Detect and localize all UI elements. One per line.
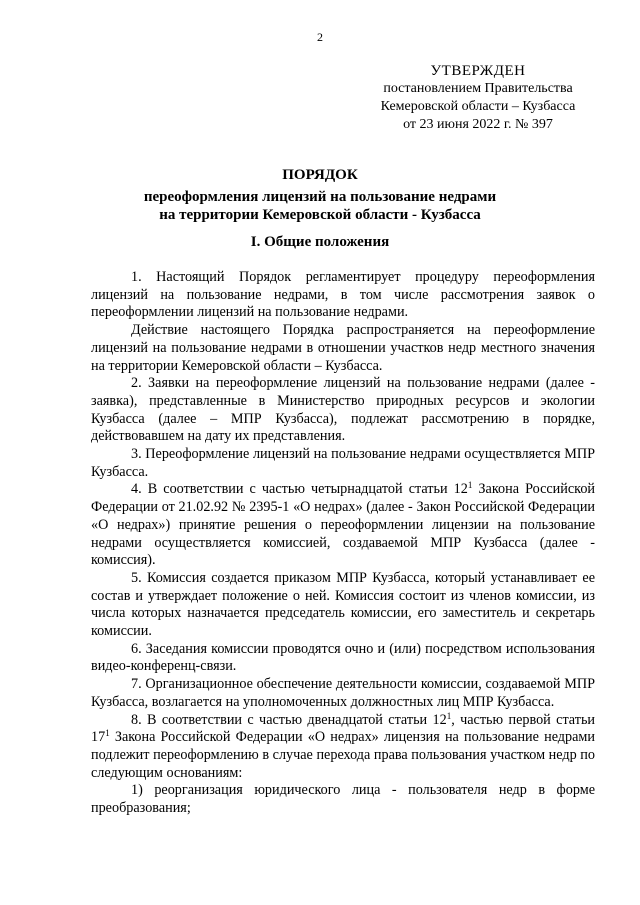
paragraph: 6. Заседания комиссии проводятся очно и (или) посредством использования видео-конференц-связи. xyxy=(91,640,595,675)
paragraph-text: , частью первой статьи 17 xyxy=(91,711,596,746)
superscript: 1 xyxy=(105,728,110,739)
paragraph: 5. Комиссия создается приказом МПР Кузбасса, который устанавливает ее состав и утверждает положение о ней. Комиссия состоит из членов комиссии, из числа которых назначается председатель комиссии, его заместитель и секретарь комиссии. xyxy=(91,569,595,640)
paragraph: 3. Переоформление лицензий на пользование недрами осуществляется МПР Кузбасса. xyxy=(91,446,595,480)
document-title xyxy=(0,166,640,224)
approval-heading: УТВЕРЖДЕН xyxy=(430,63,526,79)
approval-line: постановлением Правительства xyxy=(383,81,573,96)
paragraph-text: 8. В соответствии с частью двенадцатой статьи 12 xyxy=(131,711,447,728)
paragraph-text: Закона Российской Федерации от 21.02.92 № 2395-1 «О недрах» (далее - Закон Российской Федерации «О недрах») принятие решения о переоформлении лицензии на пользование недрами осуществляется комиссией, создаваемой МПР Кузбасса (далее - комиссия). xyxy=(91,481,596,569)
title-line: ПОРЯДОК xyxy=(282,167,358,183)
paragraph: 1. Настоящий Порядок регламентирует процедуру переоформления лицензий на пользование недрами, в том числе рассмотрения заявок о переоформлении лицензий на пользование недрами. xyxy=(91,269,595,321)
approval-line: Кемеровской области – Кузбасса xyxy=(380,99,576,114)
paragraph: 7. Организационное обеспечение деятельности комиссии, создаваемой МПР Кузбасса, возлагается на уполномоченных должностных лиц МПР Кузбасса. xyxy=(91,676,595,710)
page-number: 2 xyxy=(317,30,323,44)
paragraph: 2. Заявки на переоформление лицензий на пользование недрами (далее - заявка), представленные в Министерство природных ресурсов и экологии Кузбасса (далее – МПР Кузбасса), подлежат рассмотрению в порядке, действовавшем на дату их представления. xyxy=(91,375,595,445)
title-line: на территории Кемеровской области - Кузбасса xyxy=(159,207,481,223)
approval-line: от 23 июня 2022 г. № 397 xyxy=(403,117,553,132)
section-heading: I. Общие положения xyxy=(250,234,390,250)
paragraph xyxy=(91,481,595,570)
document-body xyxy=(91,269,595,818)
paragraph: 1) реорганизация юридического лица - пользователя недр в форме преобразования; xyxy=(91,782,595,817)
paragraph-text: Закона Российской Федерации «О недрах» лицензия на пользование недрами подлежит переоформлению в случае перехода права пользования участком недр по следующим основаниям: xyxy=(91,729,595,781)
title-line: переоформления лицензий на пользование недрами xyxy=(143,189,497,205)
approval-stamp xyxy=(358,62,598,134)
superscript: 1 xyxy=(446,710,452,721)
paragraph-text: 4. В соответствии с частью четырнадцатой статьи 12 xyxy=(131,481,468,498)
superscript: 1 xyxy=(467,480,473,491)
paragraph: Действие настоящего Порядка распространяется на переоформление лицензий на пользование недрами в отношении участков недр местного значения на территории Кемеровской области – Кузбасса. xyxy=(91,322,595,374)
paragraph xyxy=(91,712,595,783)
